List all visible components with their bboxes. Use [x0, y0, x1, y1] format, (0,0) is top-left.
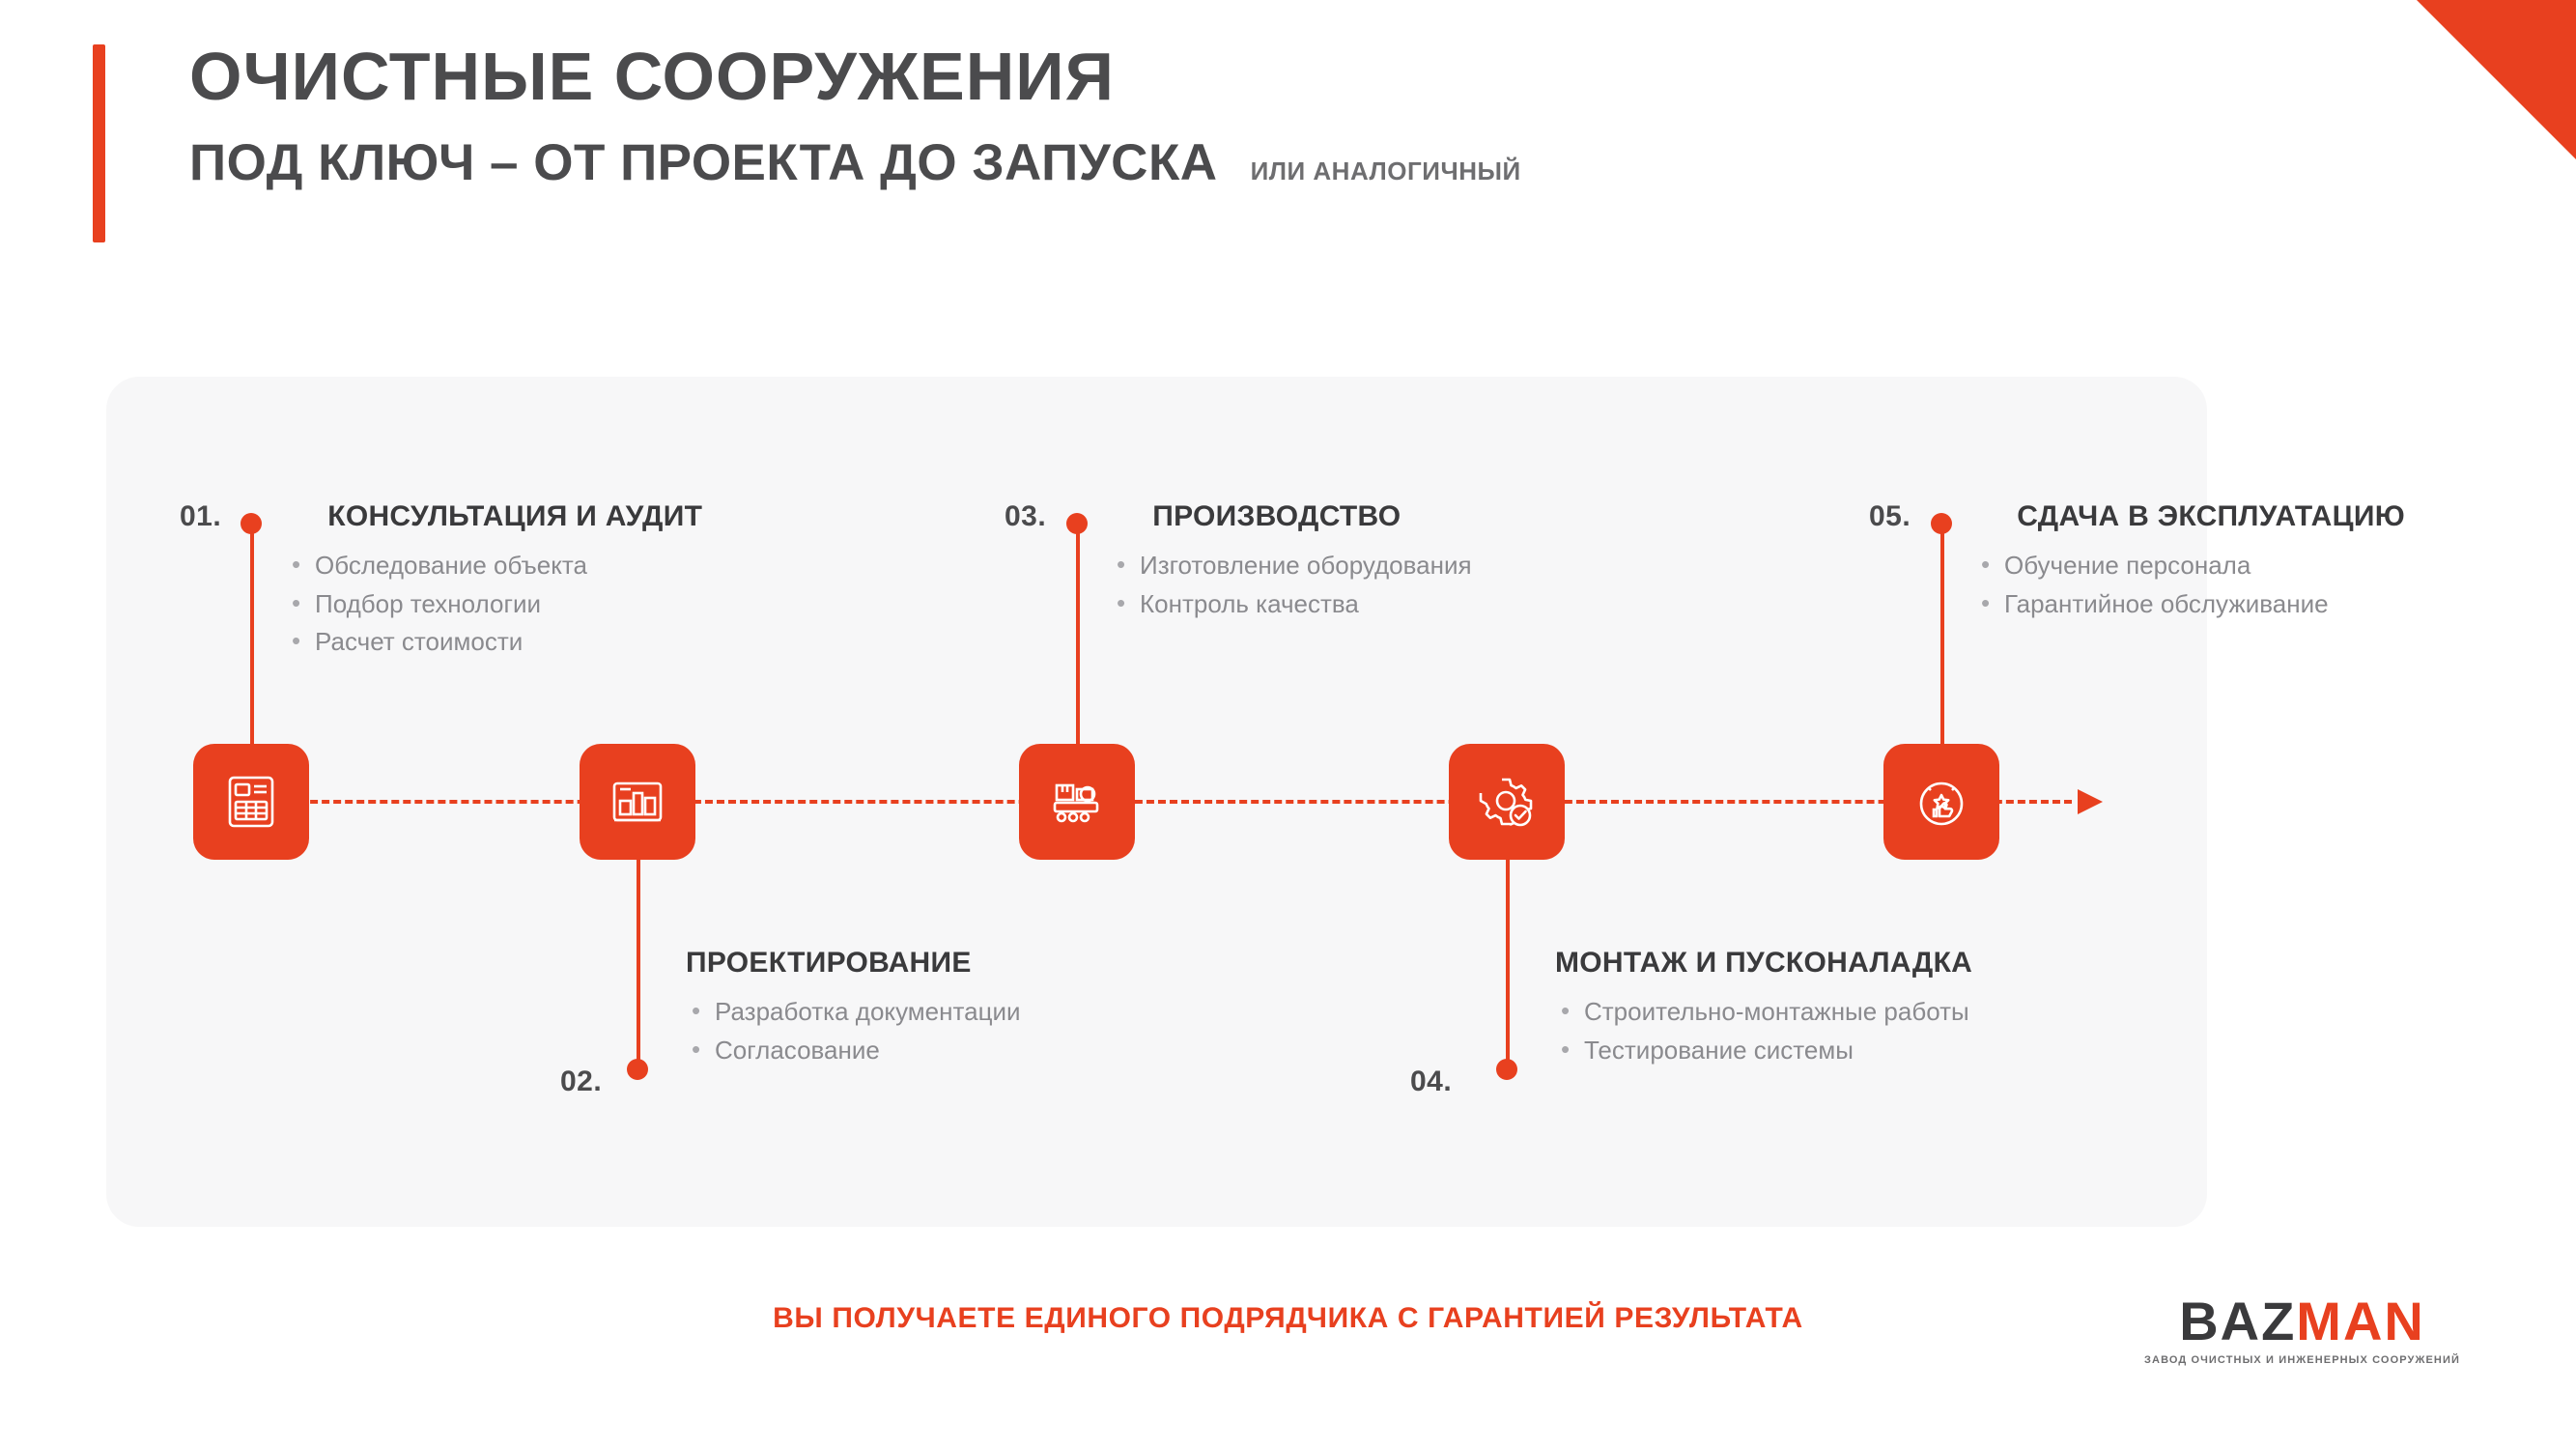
step-bullet-list [1111, 547, 1472, 623]
step-text-block-4 [1410, 947, 1973, 1097]
step-title: СДАЧА В ЭКСПЛУАТАЦИЮ [2017, 500, 2405, 532]
step-number: 05. [1869, 500, 1911, 532]
page-title-note: ИЛИ АНАЛОГИЧНЫЙ [1250, 156, 1521, 186]
step-bullet-list [286, 547, 702, 662]
list-item: • Гарантийное обслуживание [1975, 585, 2405, 624]
page-subtitle: ПОД КЛЮЧ – ОТ ПРОЕКТА ДО ЗАПУСКА [189, 134, 1218, 192]
step-number: 02. [560, 1065, 603, 1097]
step-icon-tile-1[interactable] [193, 744, 309, 860]
footer-tagline: ВЫ ПОЛУЧАЕТЕ ЕДИНОГО ПОДРЯДЧИКА С ГАРАНТИЕЙ РЕЗУЛЬТАТА [773, 1302, 1803, 1334]
step-bullet-list [686, 993, 1021, 1069]
step-icon-tile-2[interactable] [580, 744, 695, 860]
step-title: ПРОЕКТИРОВАНИЕ [686, 947, 972, 979]
corner-accent-triangle [2417, 0, 2576, 159]
slide-header [0, 41, 1835, 192]
list-item: • Расчет стоимости [286, 623, 702, 662]
list-item: • Согласование [686, 1032, 1021, 1070]
logo-text-accent: MAN [2296, 1291, 2425, 1351]
step-icon-tile-4[interactable] [1449, 744, 1565, 860]
step-text-block-1 [180, 500, 702, 662]
step-bullet-list [1555, 993, 1972, 1069]
step-number: 03. [1005, 500, 1047, 532]
list-item: • Обучение персонала [1975, 547, 2405, 585]
step-icon-tile-5[interactable] [1883, 744, 1999, 860]
step-icon-tile-3[interactable] [1019, 744, 1135, 860]
step-number: 01. [180, 500, 222, 532]
list-item: • Изготовление оборудования [1111, 547, 1472, 585]
step-title: МОНТАЖ И ПУСКОНАЛАДКА [1555, 947, 1973, 979]
timeline-axis [275, 800, 2101, 804]
step-title: ПРОИЗВОДСТВО [1152, 500, 1401, 532]
step-title: КОНСУЛЬТАЦИЯ И АУДИТ [327, 500, 703, 532]
logo-tagline: ЗАВОД ОЧИСТНЫХ И ИНЖЕНЕРНЫХ СООРУЖЕНИЙ [2144, 1354, 2460, 1366]
list-item: • Тестирование системы [1555, 1032, 1972, 1070]
step-text-block-5 [1869, 500, 2405, 623]
step-text-block-3 [1005, 500, 1472, 623]
step-bullet-list [1975, 547, 2405, 623]
list-item: • Подбор технологии [286, 585, 702, 624]
company-logo [2144, 1291, 2460, 1366]
timeline-arrow-head-icon [2078, 789, 2103, 814]
header-accent-bar [93, 44, 105, 242]
timeline-dashed-line [275, 800, 2072, 804]
list-item: • Строительно-монтажные работы [1555, 993, 1972, 1032]
list-item: • Обследование объекта [286, 547, 702, 585]
list-item: • Разработка документации [686, 993, 1021, 1032]
list-item: • Контроль качества [1111, 585, 1472, 624]
step-text-block-2 [560, 947, 1021, 1097]
page-title: ОЧИСТНЫЕ СООРУЖЕНИЯ [189, 39, 1115, 114]
step-number: 04. [1410, 1065, 1453, 1097]
logo-text-primary: BAZ [2179, 1291, 2297, 1351]
